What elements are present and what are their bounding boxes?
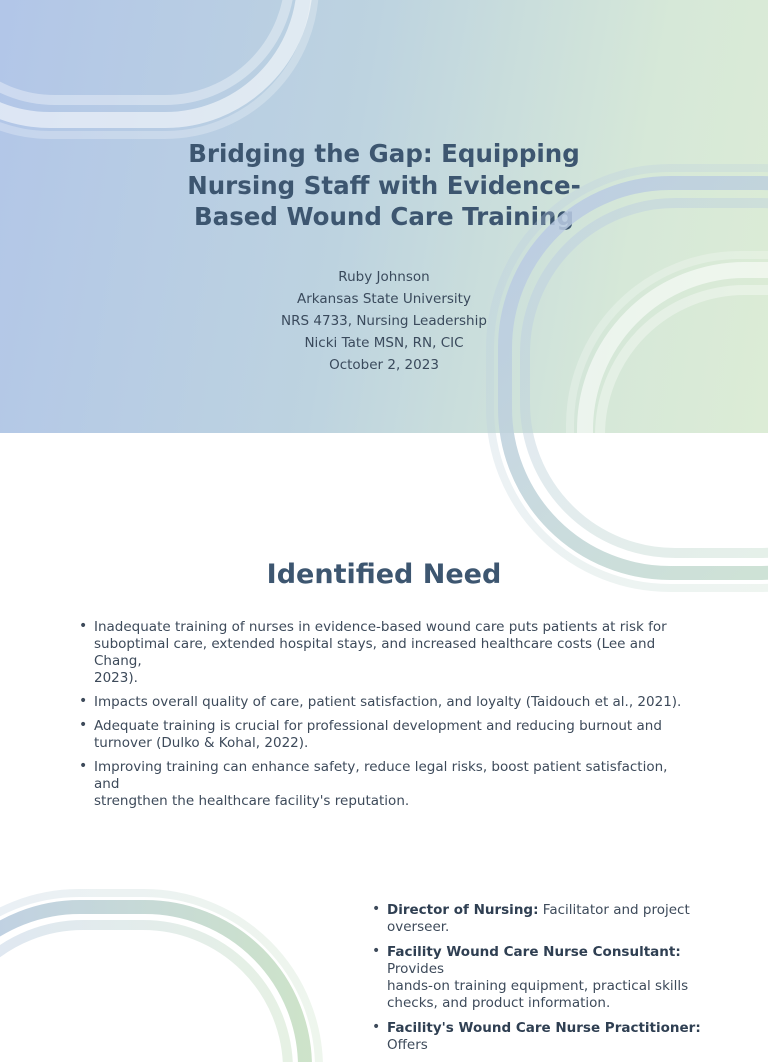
title-line: Nursing Staff with Evidence- [187, 170, 581, 200]
bullet-line: 2023). [94, 670, 138, 686]
stakeholder-role: Director of Nursing: [387, 902, 539, 918]
list-item [79, 618, 694, 687]
stakeholders-slide [0, 857, 768, 1053]
bullet-icon: • [372, 1019, 381, 1035]
bullet-icon: • [79, 693, 88, 709]
presentation-date: October 2, 2023 [329, 357, 439, 373]
title-slide [0, 0, 768, 433]
stakeholder-desc: Offers [387, 1037, 428, 1053]
bullet-icon: • [79, 758, 88, 774]
title-line: Bridging the Gap: Equipping [188, 139, 580, 168]
bullet-line: suboptimal care, extended hospital stays, and increased healthcare costs (Lee and Chang, [94, 636, 656, 669]
identified-need-slide [0, 433, 768, 857]
list-item [372, 1019, 717, 1054]
slide-title: Identified Need [266, 559, 502, 590]
bottom-left-ring [0, 893, 319, 1062]
list-item [79, 693, 694, 711]
list-item [79, 758, 694, 810]
list-item [372, 943, 717, 1012]
bullet-line [387, 1020, 717, 1054]
bullet-line: Improving training can enhance safety, reduce legal risks, boost patient satisfaction, and [94, 759, 668, 792]
bullet-icon: • [79, 618, 88, 634]
course-name: NRS 4733, Nursing Leadership [281, 313, 487, 329]
stakeholder-desc: Facilitator and project [538, 902, 690, 918]
stakeholder-desc: Provides [387, 961, 445, 977]
bullet-line: Adequate training is crucial for professional development and reducing burnout and [94, 718, 662, 734]
bullet-line: overseer. [387, 919, 450, 935]
bullet-icon: • [79, 717, 88, 733]
university-name: Arkansas State University [297, 291, 471, 307]
instructor-name: Nicki Tate MSN, RN, CIC [304, 335, 464, 351]
bullet-line: Inadequate training of nurses in evidence-based wound care puts patients at risk for [94, 619, 667, 635]
stakeholder-role: Facility Wound Care Nurse Consultant: [387, 944, 681, 960]
list-item [372, 901, 717, 936]
stakeholder-role: Facility's Wound Care Nurse Practitioner: [387, 1020, 701, 1036]
need-bullet-list [79, 618, 694, 817]
bullet-line: Impacts overall quality of care, patient satisfaction, and loyalty (Taidouch et al., 2021). [94, 694, 682, 710]
bullet-line: hands-on training equipment, practical skills [387, 978, 689, 994]
author-name: Ruby Johnson [338, 269, 430, 285]
bullet-line: turnover (Dulko & Kohal, 2022). [94, 735, 309, 751]
presentation-title [184, 138, 584, 233]
bullet-line [387, 944, 717, 978]
bullet-line: strengthen the healthcare facility's reputation. [94, 793, 410, 809]
title-line: Based Wound Care Training [193, 202, 574, 231]
bullet-icon: • [372, 943, 381, 959]
bullet-icon: • [372, 901, 381, 917]
bullet-line: checks, and product information. [387, 995, 611, 1011]
bullet-line [387, 902, 717, 919]
list-item [79, 717, 694, 752]
stakeholder-bullet-list [372, 901, 717, 1062]
top-left-ring [0, 0, 315, 135]
